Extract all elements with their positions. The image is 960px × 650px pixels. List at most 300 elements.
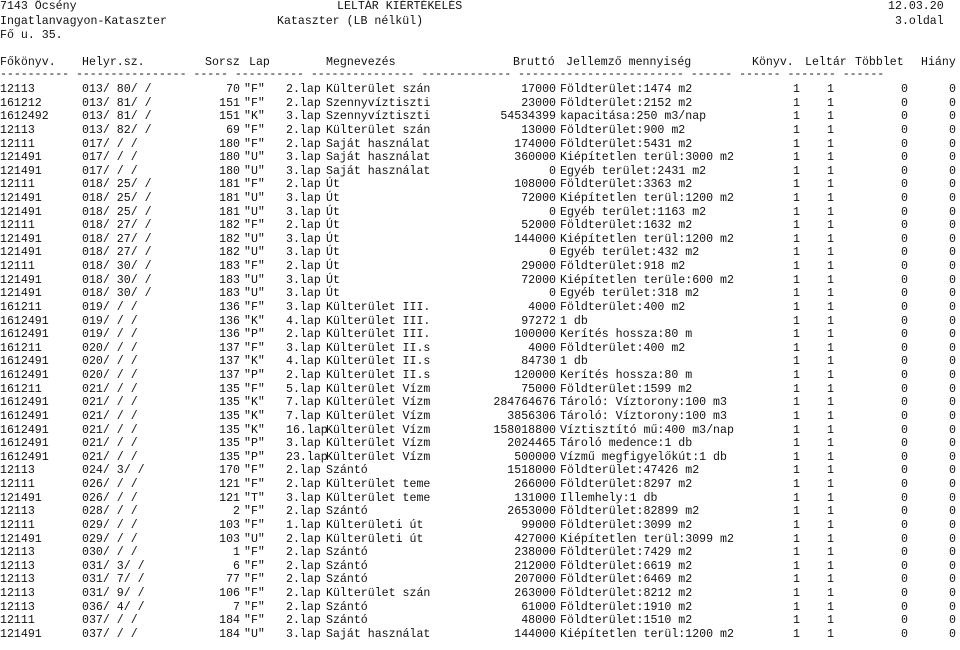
cell-fokonyv: 12111 bbox=[0, 614, 35, 628]
cell-sorsz: 184 bbox=[219, 627, 240, 641]
cell-lap: 3.lap bbox=[286, 437, 321, 451]
cell-helyrsz: 037/ / / bbox=[82, 627, 138, 641]
separator-line: ---------- ---------------- ----- ---------- --------------- ------------- ------------------------ ------ ------ ------- ------ bbox=[0, 68, 885, 81]
cell-leltar: 1 bbox=[827, 123, 834, 137]
cell-sorsz: 180 bbox=[219, 164, 240, 178]
cell-konyv: 1 bbox=[793, 423, 800, 437]
cell-jellemzo: Kerítés hossza:80 m bbox=[560, 369, 693, 382]
cell-leltar: 1 bbox=[827, 409, 834, 423]
cell-fokonyv: 1612492 bbox=[0, 110, 49, 124]
table-row bbox=[0, 260, 960, 274]
cell-tipus: "F" bbox=[244, 83, 265, 96]
cell-hiany: 0 bbox=[949, 164, 956, 178]
cell-sorsz: 183 bbox=[219, 260, 240, 274]
cell-jellemzo: Tároló: Víztorony:100 m3 bbox=[560, 409, 727, 423]
table-row bbox=[0, 437, 960, 451]
cell-helyrsz: 019/ / / bbox=[82, 300, 138, 314]
cell-jellemzo: kapacitása:250 m3/nap bbox=[560, 110, 707, 124]
cell-megnevezes: Út bbox=[326, 192, 340, 205]
cell-brutto: 72000 bbox=[521, 192, 556, 205]
cell-brutto: 4000 bbox=[528, 300, 556, 314]
cell-fokonyv: 12113 bbox=[0, 586, 35, 600]
cell-sorsz: 69 bbox=[226, 123, 240, 137]
cell-megnevezes: Szennyvíztiszti bbox=[326, 110, 431, 124]
cell-tipus: "F" bbox=[244, 123, 265, 137]
cell-brutto: 100000 bbox=[514, 328, 556, 342]
cell-megnevezes: Út bbox=[326, 273, 340, 287]
cell-tipus: "F" bbox=[244, 382, 265, 396]
cell-fokonyv: 1612491 bbox=[0, 450, 49, 464]
cell-megnevezes: Szántó bbox=[326, 614, 368, 628]
cell-megnevezes: Szántó bbox=[326, 573, 368, 587]
cell-konyv: 1 bbox=[793, 232, 800, 246]
cell-helyrsz: 029/ / / bbox=[82, 518, 138, 532]
cell-lap: 2.lap bbox=[286, 573, 321, 587]
cell-megnevezes: Külterület Vízm bbox=[326, 396, 431, 410]
cell-fokonyv: 1612491 bbox=[0, 355, 49, 369]
cell-lap: 1.lap bbox=[286, 518, 321, 532]
cell-hiany: 0 bbox=[949, 110, 956, 124]
cell-jellemzo: Földterület:6619 m2 bbox=[560, 559, 693, 573]
cell-tipus: "U" bbox=[244, 627, 265, 641]
cell-helyrsz: 018/ 27/ / bbox=[82, 232, 152, 246]
cell-brutto: 54534399 bbox=[500, 110, 556, 124]
municipality-name: 7143 Öcsény bbox=[0, 0, 77, 13]
cell-helyrsz: 031/ 9/ / bbox=[82, 586, 145, 600]
cell-leltar: 1 bbox=[827, 328, 834, 342]
cell-brutto: 2653000 bbox=[507, 505, 556, 519]
cell-fokonyv: 12111 bbox=[0, 137, 35, 151]
table-row bbox=[0, 328, 960, 342]
col-brutto: Bruttó bbox=[513, 56, 555, 69]
cell-megnevezes: Külterület Vízm bbox=[326, 382, 431, 396]
cell-jellemzo: Földterület:8212 m2 bbox=[560, 586, 693, 600]
cell-sorsz: 183 bbox=[219, 287, 240, 301]
cell-sorsz: 77 bbox=[226, 573, 240, 587]
cell-lap: 7.lap bbox=[286, 409, 321, 423]
cell-tobblet: 0 bbox=[901, 260, 908, 274]
cell-tobblet: 0 bbox=[901, 464, 908, 478]
cell-leltar: 1 bbox=[827, 178, 834, 192]
cell-tobblet: 0 bbox=[901, 178, 908, 192]
table-row bbox=[0, 355, 960, 369]
cell-hiany: 0 bbox=[949, 205, 956, 219]
cell-brutto: 48000 bbox=[521, 614, 556, 628]
table-row bbox=[0, 546, 960, 560]
cell-sorsz: 7 bbox=[233, 600, 240, 614]
table-row bbox=[0, 628, 960, 642]
cell-tobblet: 0 bbox=[901, 83, 908, 96]
cell-fokonyv: 12113 bbox=[0, 83, 35, 96]
cell-brutto: 0 bbox=[549, 287, 556, 301]
cell-brutto: 158018800 bbox=[493, 423, 556, 437]
cell-leltar: 1 bbox=[827, 437, 834, 451]
cell-hiany: 0 bbox=[949, 382, 956, 396]
cell-tobblet: 0 bbox=[901, 273, 908, 287]
cell-megnevezes: Szántó bbox=[326, 464, 368, 478]
table-row bbox=[0, 396, 960, 410]
table-row bbox=[0, 478, 960, 492]
header-line-1 bbox=[0, 0, 960, 14]
cell-lap: 16.lap bbox=[286, 423, 328, 437]
cell-brutto: 23000 bbox=[521, 96, 556, 110]
cell-megnevezes: Külterület Vízm bbox=[326, 450, 431, 464]
cell-leltar: 1 bbox=[827, 192, 834, 205]
cell-megnevezes: Út bbox=[326, 219, 340, 233]
cell-lap: 2.lap bbox=[286, 586, 321, 600]
cell-sorsz: 184 bbox=[219, 614, 240, 628]
cell-brutto: 120000 bbox=[514, 369, 556, 382]
cell-lap: 5.lap bbox=[286, 382, 321, 396]
cell-fokonyv: 1612491 bbox=[0, 423, 49, 437]
cell-konyv: 1 bbox=[793, 219, 800, 233]
cell-megnevezes: Saját használat bbox=[326, 151, 431, 165]
cell-jellemzo: Földterület:6469 m2 bbox=[560, 573, 693, 587]
cell-leltar: 1 bbox=[827, 369, 834, 382]
cell-fokonyv: 12111 bbox=[0, 478, 35, 491]
cell-helyrsz: 013/ 80/ / bbox=[82, 83, 152, 96]
cell-konyv: 1 bbox=[793, 369, 800, 382]
cell-hiany: 0 bbox=[949, 600, 956, 614]
cell-brutto: 207000 bbox=[514, 573, 556, 587]
cell-brutto: 284764676 bbox=[493, 396, 556, 410]
cell-lap: 2.lap bbox=[286, 260, 321, 274]
cell-leltar: 1 bbox=[827, 478, 834, 491]
cell-jellemzo: Földterület:82899 m2 bbox=[560, 505, 700, 519]
cell-tobblet: 0 bbox=[901, 491, 908, 505]
cell-tipus: "F" bbox=[244, 178, 265, 192]
cell-lap: 3.lap bbox=[286, 192, 321, 205]
cell-konyv: 1 bbox=[793, 178, 800, 192]
cell-konyv: 1 bbox=[793, 546, 800, 560]
cell-hiany: 0 bbox=[949, 464, 956, 478]
cell-tobblet: 0 bbox=[901, 287, 908, 301]
cell-sorsz: 183 bbox=[219, 273, 240, 287]
cell-fokonyv: 121491 bbox=[0, 532, 42, 546]
cell-leltar: 1 bbox=[827, 586, 834, 600]
cell-helyrsz: 020/ / / bbox=[82, 341, 138, 355]
cell-tipus: "U" bbox=[244, 273, 265, 287]
cell-hiany: 0 bbox=[949, 532, 956, 546]
cell-leltar: 1 bbox=[827, 627, 834, 641]
cell-megnevezes: Szennyvíztiszti bbox=[326, 96, 431, 110]
cell-helyrsz: 028/ / / bbox=[82, 505, 138, 519]
table-row bbox=[0, 110, 960, 124]
cell-konyv: 1 bbox=[793, 437, 800, 451]
cell-sorsz: 103 bbox=[219, 532, 240, 546]
cell-fokonyv: 121491 bbox=[0, 627, 42, 641]
cell-megnevezes: Külterületi út bbox=[326, 532, 424, 546]
cell-leltar: 1 bbox=[827, 232, 834, 246]
cell-jellemzo: Víztisztító mű:400 m3/nap bbox=[560, 423, 734, 437]
table-row bbox=[0, 383, 960, 397]
cell-hiany: 0 bbox=[949, 219, 956, 233]
cell-hiany: 0 bbox=[949, 287, 956, 301]
cell-lap: 2.lap bbox=[286, 137, 321, 151]
cell-hiany: 0 bbox=[949, 614, 956, 628]
cell-fokonyv: 1612491 bbox=[0, 328, 49, 342]
cell-tobblet: 0 bbox=[901, 314, 908, 328]
cell-leltar: 1 bbox=[827, 341, 834, 355]
cell-sorsz: 1 bbox=[233, 546, 240, 560]
cell-jellemzo: Földterület:400 m2 bbox=[560, 341, 686, 355]
cell-brutto: 266000 bbox=[514, 478, 556, 491]
cell-sorsz: 181 bbox=[219, 192, 240, 205]
cell-leltar: 1 bbox=[827, 382, 834, 396]
cell-konyv: 1 bbox=[793, 328, 800, 342]
cell-brutto: 3856306 bbox=[507, 409, 556, 423]
cell-tobblet: 0 bbox=[901, 600, 908, 614]
cell-sorsz: 70 bbox=[226, 83, 240, 96]
cell-jellemzo: Kiépítetlen terül:1200 m2 bbox=[560, 232, 734, 246]
address: Fő u. 35. bbox=[0, 29, 63, 42]
table-row bbox=[0, 369, 960, 383]
report-subtitle: Kataszter (LB nélkül) bbox=[277, 15, 424, 28]
cell-helyrsz: 018/ 25/ / bbox=[82, 178, 152, 192]
cell-sorsz: 2 bbox=[233, 505, 240, 519]
table-row bbox=[0, 287, 960, 301]
cell-leltar: 1 bbox=[827, 450, 834, 464]
cell-tipus: "F" bbox=[244, 260, 265, 274]
cell-tipus: "F" bbox=[244, 518, 265, 532]
cell-brutto: 75000 bbox=[521, 382, 556, 396]
cell-hiany: 0 bbox=[949, 409, 956, 423]
cell-lap: 3.lap bbox=[286, 300, 321, 314]
cell-leltar: 1 bbox=[827, 559, 834, 573]
cell-jellemzo: 1 db bbox=[560, 314, 588, 328]
cell-lap: 7.lap bbox=[286, 396, 321, 410]
cell-konyv: 1 bbox=[793, 532, 800, 546]
cell-hiany: 0 bbox=[949, 178, 956, 192]
cell-brutto: 0 bbox=[549, 164, 556, 178]
cell-tipus: "F" bbox=[244, 573, 265, 587]
table-row bbox=[0, 178, 960, 192]
cell-jellemzo: Földterület:47426 m2 bbox=[560, 464, 700, 478]
cell-tipus: "F" bbox=[244, 464, 265, 478]
cell-sorsz: 121 bbox=[219, 491, 240, 505]
table-row bbox=[0, 533, 960, 547]
cell-tobblet: 0 bbox=[901, 328, 908, 342]
cell-sorsz: 181 bbox=[219, 178, 240, 192]
table-row bbox=[0, 424, 960, 438]
cell-tobblet: 0 bbox=[901, 300, 908, 314]
cell-fokonyv: 121491 bbox=[0, 246, 42, 260]
system-name: Ingatlanvagyon-Kataszter bbox=[0, 15, 167, 28]
cell-fokonyv: 12111 bbox=[0, 260, 35, 274]
cell-leltar: 1 bbox=[827, 219, 834, 233]
cell-helyrsz: 024/ 3/ / bbox=[82, 464, 145, 478]
cell-fokonyv: 121491 bbox=[0, 192, 42, 205]
cell-helyrsz: 019/ / / bbox=[82, 328, 138, 342]
cell-megnevezes: Külterület szán bbox=[326, 586, 431, 600]
cell-fokonyv: 12113 bbox=[0, 123, 35, 137]
cell-sorsz: 151 bbox=[219, 96, 240, 110]
report-date: 12.03.20 bbox=[888, 0, 944, 13]
cell-konyv: 1 bbox=[793, 96, 800, 110]
cell-tipus: "F" bbox=[244, 137, 265, 151]
cell-tipus: "P" bbox=[244, 437, 265, 451]
cell-jellemzo: Egyéb terület:318 m2 bbox=[560, 287, 700, 301]
cell-konyv: 1 bbox=[793, 614, 800, 628]
cell-fokonyv: 12113 bbox=[0, 464, 35, 478]
cell-jellemzo: Kiépítetlen terül:1200 m2 bbox=[560, 192, 734, 205]
cell-hiany: 0 bbox=[949, 518, 956, 532]
cell-tipus: "P" bbox=[244, 450, 265, 464]
cell-leltar: 1 bbox=[827, 151, 834, 165]
cell-konyv: 1 bbox=[793, 627, 800, 641]
cell-fokonyv: 12111 bbox=[0, 518, 35, 532]
cell-hiany: 0 bbox=[949, 437, 956, 451]
cell-jellemzo: 1 db bbox=[560, 355, 588, 369]
cell-helyrsz: 021/ / / bbox=[82, 396, 138, 410]
cell-hiany: 0 bbox=[949, 192, 956, 205]
cell-jellemzo: Földterület:1632 m2 bbox=[560, 219, 693, 233]
table-row bbox=[0, 246, 960, 260]
cell-sorsz: 180 bbox=[219, 151, 240, 165]
cell-jellemzo: Földterület:918 m2 bbox=[560, 260, 686, 274]
cell-megnevezes: Külterület teme bbox=[326, 491, 431, 505]
cell-hiany: 0 bbox=[949, 478, 956, 491]
cell-lap: 3.lap bbox=[286, 164, 321, 178]
cell-lap: 2.lap bbox=[286, 505, 321, 519]
cell-konyv: 1 bbox=[793, 164, 800, 178]
cell-helyrsz: 013/ 81/ / bbox=[82, 96, 152, 110]
cell-fokonyv: 12111 bbox=[0, 219, 35, 233]
cell-fokonyv: 1612491 bbox=[0, 409, 49, 423]
cell-brutto: 72000 bbox=[521, 273, 556, 287]
cell-sorsz: 103 bbox=[219, 518, 240, 532]
cell-brutto: 99000 bbox=[521, 518, 556, 532]
cell-fokonyv: 12113 bbox=[0, 546, 35, 560]
cell-megnevezes: Külterület szán bbox=[326, 123, 431, 137]
table-row bbox=[0, 151, 960, 165]
cell-tipus: "U" bbox=[244, 192, 265, 205]
cell-megnevezes: Külterület III. bbox=[326, 300, 431, 314]
cell-lap: 2.lap bbox=[286, 123, 321, 137]
cell-brutto: 4000 bbox=[528, 341, 556, 355]
cell-megnevezes: Saját használat bbox=[326, 164, 431, 178]
cell-leltar: 1 bbox=[827, 300, 834, 314]
cell-fokonyv: 1612491 bbox=[0, 396, 49, 410]
cell-helyrsz: 030/ / / bbox=[82, 546, 138, 560]
cell-tobblet: 0 bbox=[901, 219, 908, 233]
cell-tipus: "K" bbox=[244, 314, 265, 328]
cell-brutto: 131000 bbox=[514, 491, 556, 505]
cell-brutto: 1518000 bbox=[507, 464, 556, 478]
cell-helyrsz: 017/ / / bbox=[82, 164, 138, 178]
cell-sorsz: 137 bbox=[219, 355, 240, 369]
table-row bbox=[0, 138, 960, 152]
table-row bbox=[0, 573, 960, 587]
cell-tobblet: 0 bbox=[901, 341, 908, 355]
cell-megnevezes: Saját használat bbox=[326, 627, 431, 641]
cell-fokonyv: 121491 bbox=[0, 151, 42, 165]
cell-leltar: 1 bbox=[827, 355, 834, 369]
cell-helyrsz: 021/ / / bbox=[82, 409, 138, 423]
cell-hiany: 0 bbox=[949, 232, 956, 246]
cell-helyrsz: 018/ 30/ / bbox=[82, 273, 152, 287]
cell-leltar: 1 bbox=[827, 600, 834, 614]
cell-megnevezes: Szántó bbox=[326, 546, 368, 560]
cell-lap: 2.lap bbox=[286, 369, 321, 382]
cell-brutto: 0 bbox=[549, 246, 556, 260]
cell-hiany: 0 bbox=[949, 96, 956, 110]
cell-tipus: "K" bbox=[244, 355, 265, 369]
cell-hiany: 0 bbox=[949, 314, 956, 328]
cell-leltar: 1 bbox=[827, 532, 834, 546]
cell-fokonyv: 121491 bbox=[0, 205, 42, 219]
cell-konyv: 1 bbox=[793, 83, 800, 96]
cell-helyrsz: 021/ / / bbox=[82, 382, 138, 396]
cell-tipus: "K" bbox=[244, 409, 265, 423]
cell-tobblet: 0 bbox=[901, 546, 908, 560]
cell-tobblet: 0 bbox=[901, 586, 908, 600]
cell-helyrsz: 029/ / / bbox=[82, 532, 138, 546]
cell-tobblet: 0 bbox=[901, 573, 908, 587]
cell-leltar: 1 bbox=[827, 205, 834, 219]
cell-jellemzo: Egyéb terület:2431 m2 bbox=[560, 164, 707, 178]
cell-leltar: 1 bbox=[827, 164, 834, 178]
cell-tobblet: 0 bbox=[901, 369, 908, 382]
table-row bbox=[0, 560, 960, 574]
cell-tipus: "F" bbox=[244, 341, 265, 355]
cell-megnevezes: Út bbox=[326, 287, 340, 301]
page-number: 3.oldal bbox=[895, 15, 944, 28]
cell-helyrsz: 013/ 81/ / bbox=[82, 110, 152, 124]
cell-tipus: "K" bbox=[244, 423, 265, 437]
cell-tipus: "U" bbox=[244, 532, 265, 546]
cell-tipus: "U" bbox=[244, 164, 265, 178]
cell-hiany: 0 bbox=[949, 505, 956, 519]
cell-tipus: "F" bbox=[244, 505, 265, 519]
cell-megnevezes: Szántó bbox=[326, 600, 368, 614]
cell-tipus: "F" bbox=[244, 96, 265, 110]
cell-sorsz: 135 bbox=[219, 437, 240, 451]
cell-helyrsz: 020/ / / bbox=[82, 369, 138, 382]
cell-helyrsz: 013/ 82/ / bbox=[82, 123, 152, 137]
cell-tipus: "T" bbox=[244, 491, 265, 505]
cell-megnevezes: Külterület III. bbox=[326, 328, 431, 342]
cell-sorsz: 136 bbox=[219, 314, 240, 328]
cell-hiany: 0 bbox=[949, 573, 956, 587]
cell-sorsz: 135 bbox=[219, 409, 240, 423]
cell-brutto: 17000 bbox=[521, 83, 556, 96]
cell-helyrsz: 018/ 30/ / bbox=[82, 260, 152, 274]
cell-jellemzo: Kerítés hossza:80 m bbox=[560, 328, 693, 342]
cell-fokonyv: 12113 bbox=[0, 559, 35, 573]
cell-megnevezes: Külterület Vízm bbox=[326, 409, 431, 423]
cell-lap: 3.lap bbox=[286, 232, 321, 246]
cell-fokonyv: 121491 bbox=[0, 491, 42, 505]
cell-jellemzo: Földterület:1910 m2 bbox=[560, 600, 693, 614]
cell-konyv: 1 bbox=[793, 491, 800, 505]
cell-megnevezes: Külterület szán bbox=[326, 83, 431, 96]
cell-megnevezes: Külterület Vízm bbox=[326, 423, 431, 437]
cell-konyv: 1 bbox=[793, 600, 800, 614]
cell-tipus: "F" bbox=[244, 614, 265, 628]
cell-brutto: 212000 bbox=[514, 559, 556, 573]
cell-konyv: 1 bbox=[793, 505, 800, 519]
cell-hiany: 0 bbox=[949, 423, 956, 437]
cell-jellemzo: Kiépítetlen terüle:600 m2 bbox=[560, 273, 734, 287]
cell-leltar: 1 bbox=[827, 260, 834, 274]
cell-helyrsz: 036/ 4/ / bbox=[82, 600, 145, 614]
cell-jellemzo: Földterület:1510 m2 bbox=[560, 614, 693, 628]
cell-konyv: 1 bbox=[793, 151, 800, 165]
cell-konyv: 1 bbox=[793, 287, 800, 301]
cell-tobblet: 0 bbox=[901, 123, 908, 137]
cell-brutto: 144000 bbox=[514, 627, 556, 641]
